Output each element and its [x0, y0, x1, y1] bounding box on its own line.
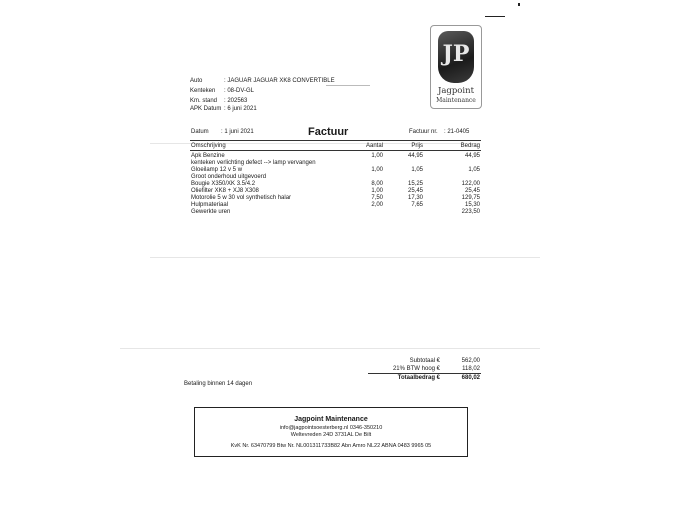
plate-label: Kenteken: [190, 88, 216, 94]
invoice-number-label: Factuur nr.: [409, 129, 438, 135]
row-amount: 223,50: [461, 209, 480, 215]
auto-value: : JAGUAR JAGUAR XK8 CONVERTIBLE: [224, 78, 335, 84]
row-price: 7,65: [411, 202, 423, 208]
row-description: Oliefilter XK8 + XJ8 X308: [191, 188, 259, 194]
auto-label: Auto: [190, 78, 203, 84]
header-description: Omschrijving: [191, 143, 226, 149]
row-amount: 15,30: [464, 202, 480, 208]
row-qty: 1,00: [371, 188, 383, 194]
table-top-rule: [190, 140, 481, 141]
date-value: : 1 juni 2021: [221, 129, 254, 135]
header-amount: Bedrag: [460, 143, 480, 149]
company-footer: [194, 407, 468, 457]
row-price: 44,95: [407, 153, 423, 159]
row-amount: 25,45: [464, 188, 480, 194]
total-value: 680,02: [461, 375, 480, 381]
scan-line: [120, 348, 540, 349]
row-price: 15,25: [407, 181, 423, 187]
payment-terms: Betaling binnen 14 dagen: [184, 381, 253, 387]
row-amount: 122,00: [461, 181, 480, 187]
logo-name: Jagpoint: [437, 86, 475, 96]
apk-value: : 6 juni 2021: [224, 106, 257, 112]
plate-value: : 08-DV-GL: [224, 88, 255, 94]
apk-label: APK Datum: [190, 106, 222, 112]
row-description: Gloeilamp 12 v 5 w: [191, 167, 243, 173]
row-description: kenteken verlichting defect --> lamp vervangen: [191, 160, 316, 166]
footer-registration: KvK Nr. 63470799 Btw Nr. NL001311733B82 Abn Amro NL22 ABNA 0483 9965 05: [230, 443, 432, 449]
row-qty: 1,00: [371, 167, 383, 173]
row-amount: 129,75: [461, 195, 480, 201]
row-price: 17,30: [407, 195, 423, 201]
table-header-rule: [190, 150, 481, 151]
row-description: Gewerkte uren: [191, 209, 231, 215]
company-logo: [430, 25, 482, 109]
row-amount: 1,05: [468, 167, 480, 173]
logo-badge-icon: [438, 31, 474, 83]
row-description: Hulpmateriaal: [191, 202, 229, 208]
subtotal-label: Subtotaal €: [409, 358, 440, 364]
scan-line: [150, 257, 540, 258]
row-qty: 1,00: [371, 153, 383, 159]
total-rule: [368, 373, 481, 374]
row-qty: 2,00: [371, 202, 383, 208]
subtotal-value: 562,00: [461, 358, 480, 364]
invoice-number-value: : 21-0405: [444, 129, 470, 135]
odometer-value: : 202563: [224, 98, 248, 104]
footer-contact: info@jagpointsoesterberg.nl 0346-350210: [279, 425, 383, 431]
logo-subtitle: Maintenance: [436, 97, 476, 104]
footer-address: Weltevreden 24D 3731AL De Bilt: [290, 432, 372, 438]
row-description: Bougie X350/XK 3.5/4.2: [191, 181, 256, 187]
scan-mark: [485, 16, 505, 17]
vat-label: 21% BTW hoog €: [392, 366, 440, 372]
logo-monogram: JP: [442, 41, 470, 67]
total-label: Totaalbedrag €: [397, 375, 440, 381]
row-description: Groot onderhoud uitgevoerd: [191, 174, 267, 180]
scan-mark: [518, 3, 520, 6]
odometer-label: Km. stand: [190, 98, 218, 104]
row-description: Motorolie 5 w 30 vol synthetisch halar: [191, 195, 292, 201]
date-label: Datum: [191, 129, 209, 135]
row-amount: 44,95: [464, 153, 480, 159]
row-qty: 8,00: [371, 181, 383, 187]
footer-company: Jagpoint Maintenance: [294, 416, 368, 423]
header-qty: Aantal: [365, 143, 383, 149]
header-price: Prijs: [411, 143, 423, 149]
vat-value: 118,02: [462, 366, 480, 372]
invoice-title: Factuur: [308, 126, 349, 138]
row-price: 25,45: [407, 188, 423, 194]
row-description: Apk Benzine: [191, 153, 225, 159]
value-underline: [326, 85, 370, 86]
row-price: 1,05: [411, 167, 423, 173]
row-qty: 7,50: [371, 195, 383, 201]
